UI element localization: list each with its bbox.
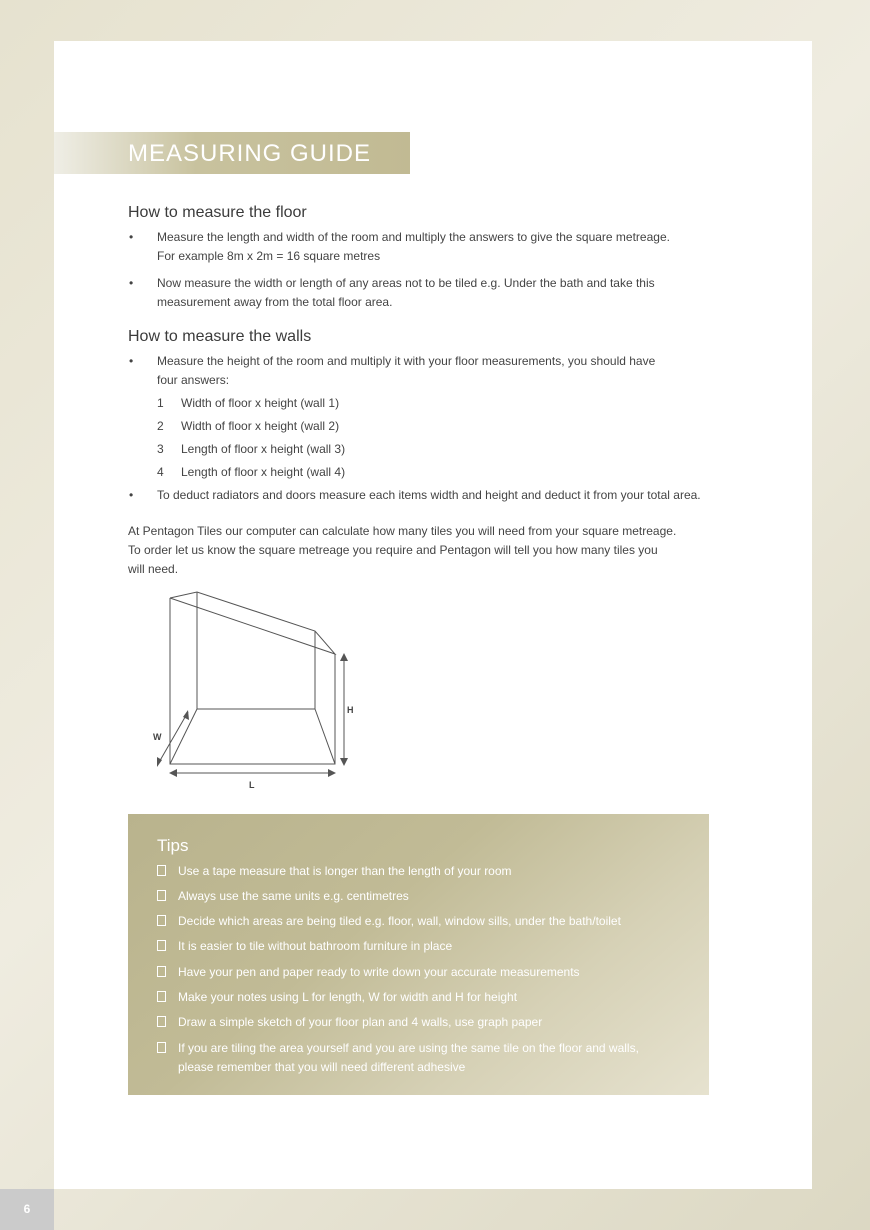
order-paragraph: At Pentagon Tiles our computer can calculate how many tiles you will need from your square metreage. To order let us know the square metreage you require and Pentagon will tell you how many tiles you will need. [128,524,677,576]
bullet-marker: • [129,354,134,368]
checkbox-icon [157,865,166,876]
floor-bullet-1: Measure the length and width of the room and multiply the answers to give the square metreage. For example 8m x 2m = 16 square metres [157,230,670,263]
floor-right-edge [315,709,335,764]
arrowhead-icon [328,769,336,777]
label-l: L [249,780,255,790]
width-arrow [158,712,188,764]
arrowhead-icon [169,769,177,777]
wall-list-number: 1 [157,396,164,410]
bullet-marker: • [129,488,134,502]
room-front-outline [170,598,335,764]
wall-list-number: 3 [157,442,164,456]
label-w: W [153,732,162,742]
checkbox-icon [157,890,166,901]
room-diagram [150,588,370,798]
checkbox-icon [157,991,166,1002]
page-number: 6 [23,1202,31,1216]
walls-bullet-1: Measure the height of the room and multiply it with your floor measurements, you should have four answers: [157,354,656,387]
wall-list-item: Length of floor x height (wall 3) [181,442,346,456]
checkbox-icon [157,915,166,926]
wall-list-number: 2 [157,419,164,433]
tip-item: Use a tape measure that is longer than the length of your room [157,862,512,881]
tip-item: Have your pen and paper ready to write down your accurate measurements [157,963,580,982]
checkbox-icon [157,1042,166,1053]
room-top-outline [170,592,335,654]
tip-item: If you are tiling the area yourself and you are using the same tile on the floor and walls, please remember that you will need different adhesive [157,1039,639,1077]
bullet-marker: • [129,276,134,290]
room-back-wall [197,592,315,709]
floor-bullet-2: Now measure the width or length of any areas not to be tiled e.g. Under the bath and take this measurement away from the total floor area. [157,276,655,309]
tips-title: Tips [157,836,189,855]
wall-list-item: Width of floor x height (wall 1) [181,396,340,410]
label-h: H [347,705,354,715]
wall-list-number: 4 [157,465,164,479]
walls-bullet-2: To deduct radiators and doors measure each items width and height and deduct it from your total area. [157,488,701,502]
tip-item: Decide which areas are being tiled e.g. floor, wall, window sills, under the bath/toilet [157,912,621,931]
arrowhead-icon [340,653,348,661]
tip-item: Make your notes using L for length, W for width and H for height [157,988,517,1007]
floor-heading: How to measure the floor [128,204,307,221]
wall-list-item: Length of floor x height (wall 4) [181,465,346,479]
page-number-box [0,1189,54,1230]
checkbox-icon [157,1016,166,1027]
wall-list-item: Width of floor x height (wall 2) [181,419,340,433]
tip-item: Draw a simple sketch of your floor plan and 4 walls, use graph paper [157,1013,542,1032]
walls-heading: How to measure the walls [128,328,312,345]
checkbox-icon [157,940,166,951]
bullet-marker: • [129,230,134,244]
tip-item: Always use the same units e.g. centimetres [157,887,409,906]
page-title: MEASURING GUIDE [128,140,372,167]
checkbox-icon [157,966,166,977]
arrowhead-icon [340,758,348,766]
tips-box [128,814,709,1095]
title-banner [54,132,410,174]
tip-item: It is easier to tile without bathroom furniture in place [157,937,452,956]
